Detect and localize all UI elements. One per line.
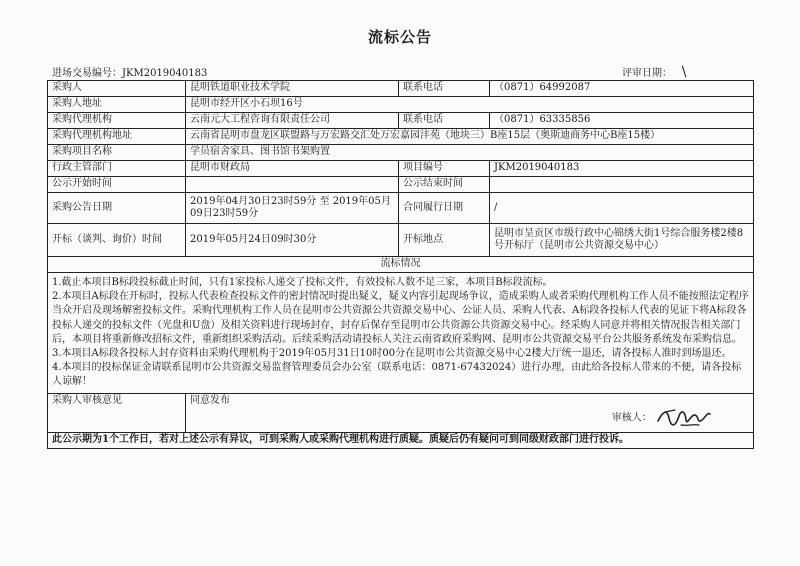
transaction-no-label: 进场交易编号：: [52, 68, 122, 79]
project-name-label: 采购项目名称: [48, 145, 186, 161]
purchaser-label: 采购人: [48, 81, 186, 97]
row-opening: [48, 224, 754, 257]
agency-phone-label: 联系电话: [399, 113, 490, 129]
agency-label: 采购代理机构: [48, 113, 186, 129]
review-label: 采购人审核意见: [48, 393, 186, 432]
transaction-no-value: JKM2019040183: [122, 68, 208, 79]
purchaser-phone-label: 联系电话: [399, 81, 490, 97]
handwritten-signature: [655, 406, 713, 430]
admin-dept-value: 昆明市财政局: [186, 161, 399, 177]
reviewer: [612, 406, 713, 430]
publicity-start-label: 公示开始时间: [48, 177, 186, 193]
purchaser-value: 昆明铁道职业技术学院: [186, 81, 399, 97]
row-purchaser: [48, 81, 754, 97]
publicity-start-value: [186, 177, 399, 193]
project-name-value: 学员宿舍家具、图书馆书架购置: [186, 145, 754, 161]
contract-date-value: /: [490, 193, 754, 224]
row-announcement-date: [48, 193, 754, 224]
opening-location-value: 昆明市呈贡区市级行政中心锦绣大街1号综合服务楼2楼8号开标厅（昆明市公共资源交易中心）: [490, 224, 754, 257]
review-date-label: 评审日期：: [622, 68, 672, 79]
opening-time-label: 开标（谈判、询价）时间: [48, 224, 186, 257]
row-notes: [48, 273, 754, 394]
agency-value: 云南元大工程咨询有限责任公司: [186, 113, 399, 129]
row-admin-dept: [48, 161, 754, 177]
row-section-title: [48, 257, 754, 273]
review-date-mark: /: [677, 64, 691, 80]
row-project-name: [48, 145, 754, 161]
note-item: 2.本项目A标段在开标时，投标人代表检查投标文件的密封情况时提出疑义，疑义内容引起现场争议，造成采购人或者采购代理机构工作人员不能按照法定程序当众开启及现场解密投标文件。采购代理机构工作人员在昆明市公共资源公共资源交易中心、公证人员、采购人代表、A标段各投标人代表的见证下将A标段各投标人递交的投标文件（光盘和U盘）及相关资料进行现场封存，封存后保存至昆明市公共资源公共资源交易中心。经采购人同意并将相关情况报告相关部门后，本项目将重新修改招标文件，重新组织采购活动。后续采购活动请投标人关注云南省政府采购网、昆明市公共资源交易平台公共服务系统发布采购信息。: [52, 291, 749, 345]
section-title: 流标情况: [48, 257, 754, 273]
reviewer-label: 审核人：: [611, 412, 652, 424]
contract-date-label: 合同履行日期: [399, 193, 490, 224]
opening-location-label: 开标地点: [399, 224, 490, 257]
announcement-date-value: 2019年04月30日23时59分 至 2019年05月09日23时59分: [186, 193, 399, 224]
project-no-label: 项目编号: [399, 161, 490, 177]
announcement-date-label: 采购公告日期: [48, 193, 186, 224]
opening-time-value: 2019年05月24日09时30分: [186, 224, 399, 257]
row-agency: [48, 113, 754, 129]
review-opinion: 同意发布: [190, 394, 230, 406]
publicity-end-label: 公示结束时间: [399, 177, 490, 193]
transaction-no: [52, 64, 207, 79]
row-agency-address: [48, 129, 754, 145]
agency-phone: （0871）63335856: [490, 113, 754, 129]
notes-cell: [48, 273, 754, 394]
review-opinion-cell: [186, 393, 754, 432]
publicity-end-value: [490, 177, 754, 193]
note-item: 4.本项目的投标保证金请联系昆明市公共资源交易监督管理委员会办公室（联系电话：0871-67432024）进行办理，由此给各投标人带来的不便，请各投标人谅解！: [52, 362, 742, 388]
purchaser-phone: （0871）64992087: [490, 81, 754, 97]
row-publicity: [48, 177, 754, 193]
row-purchaser-address: [48, 97, 754, 113]
footer-note: 此公示期为1个工作日，若对上述公示有异议，可到采购人或采购代理机构进行质疑。质疑后仍有疑问可到同级财政部门进行投诉。: [48, 432, 754, 448]
page-title: 流标公告: [367, 28, 432, 46]
agency-address-value: 云南省昆明市盘龙区联盟路与万宏路交汇处万宏嘉园沣苑（地块三）B座15层（奥斯迪商务中心B座15楼）: [186, 129, 754, 145]
admin-dept-label: 行政主管部门: [48, 161, 186, 177]
agency-address-label: 采购代理机构地址: [48, 129, 186, 145]
row-review: [48, 393, 754, 432]
purchaser-address-value: 昆明市经开区小石坝16号: [186, 97, 754, 113]
review-date: [622, 64, 691, 80]
announcement-table: [47, 80, 754, 449]
note-item: 3.本项目A标段各投标人封存资料由采购代理机构于2019年05月31日10时00分在昆明市公共资源交易中心2楼大厅统一退还，请各投标人准时到场退还。: [52, 348, 732, 360]
row-footer: [48, 432, 754, 448]
purchaser-address-label: 采购人地址: [48, 97, 186, 113]
note-item: 1.截止本项目B标段投标截止时间，只有1家投标人递交了投标文件，有效投标人数不足三家，本项目B标段流标。: [52, 277, 553, 288]
project-no-value: JKM2019040183: [490, 161, 754, 177]
